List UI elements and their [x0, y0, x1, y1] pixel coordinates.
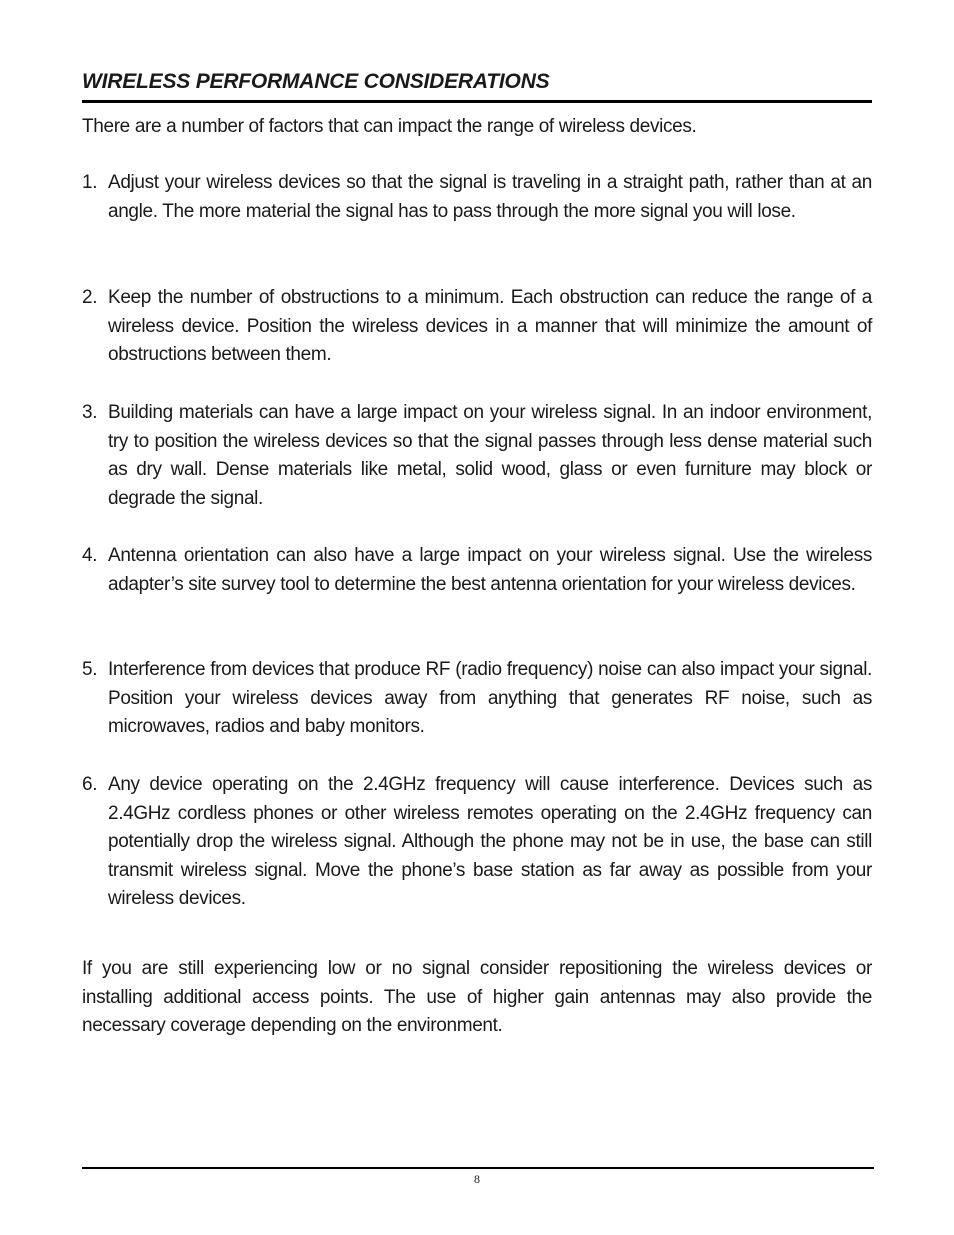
page-number: 8 [474, 1172, 480, 1186]
list-item [82, 542, 872, 599]
list-item [82, 284, 872, 370]
footer-divider [82, 1167, 874, 1169]
list-item-text: Interference from devices that produce RF (radio frequency) noise can also impact your signal. Position your wireless devices away from anything that generates RF noise, such as microwaves, radios and baby monitors. [108, 659, 872, 738]
list-item-number: 2. [82, 287, 98, 308]
document-page [82, 0, 872, 1235]
list-item [82, 771, 872, 914]
list-item-text: Building materials can have a large impact on your wireless signal. In an indoor environment, try to position the wireless devices so that the signal passes through less dense material such as dry wall. Dense materials like metal, solid wood, glass or even furniture may block or degrade the signal. [108, 402, 872, 509]
list-item-text: Keep the number of obstructions to a minimum. Each obstruction can reduce the range of a wireless device. Position the wireless devices in a manner that will minimize the amount of obstructions between them. [108, 287, 872, 366]
list-item [82, 656, 872, 742]
intro-paragraph: There are a number of factors that can impact the range of wireless devices. [82, 116, 697, 137]
list-item [82, 399, 872, 513]
list-item-text: Antenna orientation can also have a large impact on your wireless signal. Use the wireless adapter’s site survey tool to determine the best antenna orientation for your wireless devices. [108, 545, 872, 595]
list-item-number: 6. [82, 774, 98, 795]
list-item [82, 169, 872, 226]
page-title: WIRELESS PERFORMANCE CONSIDERATIONS [82, 68, 872, 103]
list-item-text: Adjust your wireless devices so that the signal is traveling in a straight path, rather than at an angle. The more material the signal has to pass through the more signal you will lose. [108, 172, 872, 222]
list-item-number: 5. [82, 659, 98, 680]
list-item-number: 1. [82, 172, 98, 193]
list-item-number: 4. [82, 545, 98, 566]
list-item-text: Any device operating on the 2.4GHz frequency will cause interference. Devices such as 2.4GHz cordless phones or other wireless remotes operating on the 2.4GHz frequency can potentially drop the wireless signal. Although the phone may not be in use, the base can still transmit wireless signal. Move the phone’s base station as far away as possible from your wireless devices. [108, 774, 872, 910]
list-item-number: 3. [82, 402, 98, 423]
closing-paragraph: If you are still experiencing low or no signal consider repositioning the wireless devices or installing additional access points. The use of higher gain antennas may also provide the necessary coverage depending on the environment. [82, 958, 872, 1037]
